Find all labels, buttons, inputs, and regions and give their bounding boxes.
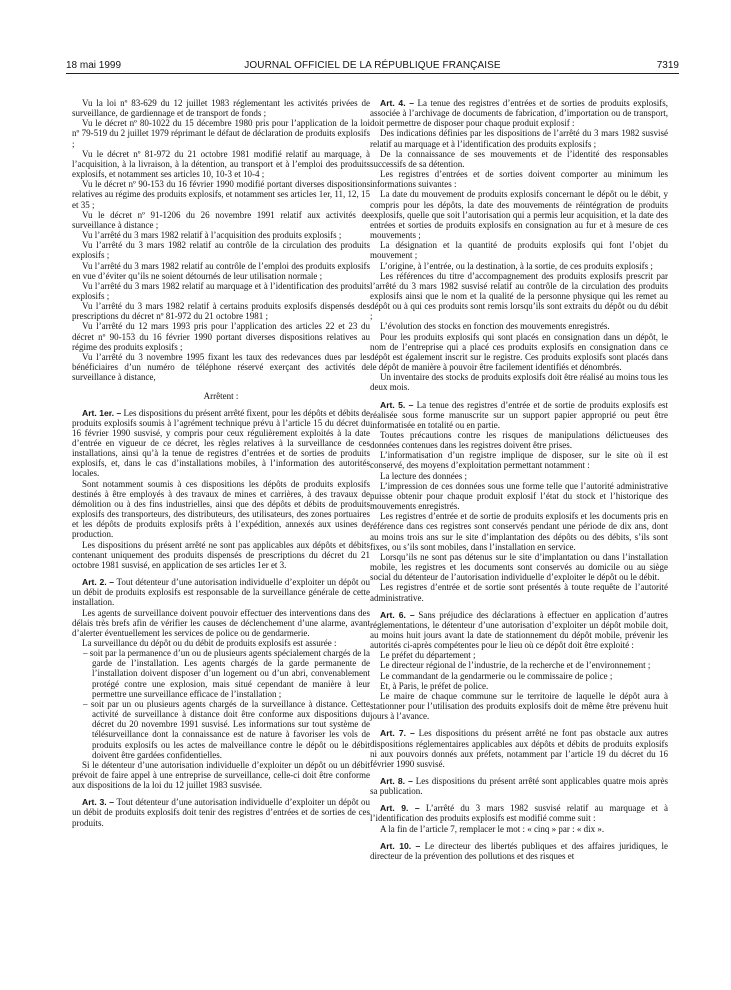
article-10-text: Le directeur des libertés publiques et des affaires juridiques, le directeur de la prévention des pollutions et des risques et (370, 840, 668, 861)
article-paragraph: Un inventaire des stocks de produits explosifs doit être réalisé au moins tous les deux mois. (370, 372, 668, 393)
article-paragraph: Les registres d’entrées et de sorties doivent comporter au minimum les informations suivantes : (370, 169, 668, 190)
visa-paragraph: Vu l’arrêté du 3 mars 1982 relatif au marquage et à l’identification des produits explosifs ; (72, 280, 370, 301)
article-6-text: Sans préjudice des déclarations à effectuer en application d’autres réglementations, le détenteur d’une autorisation d’exploiter un dépôt mobile doit, au moins huit jours avant la date de stationnement du dépôt mobile, prévenir les autorités ci-après compétentes pour le lieu où ce dépôt doit être exploité : (370, 609, 669, 651)
article-paragraph: La lecture des données ; (380, 470, 467, 481)
visa-paragraph: Vu le décret nº 80-1022 du 15 décembre 1980 pris pour l’application de la loi nº 79-519 du 2 juillet 1979 réprimant le défaut de déclaration de produits explosifs ; (72, 118, 370, 149)
article-8-text: Les dispositions du présent arrêté sont applicables quatre mois après sa publication. (370, 776, 669, 797)
article-paragraph: Des indications définies par les dispositions de l’arrêté du 3 mars 1982 susvisé relatif au marquage et à l’identification des produits explosifs ; (370, 128, 668, 149)
article-paragraph: De la connaissance de ses mouvements et de l’identité des responsables successifs de sa détention. (370, 148, 668, 169)
article-2-dash-1: – soit par la permanence d’un ou de plusieurs agents spécialement chargés de la garde de l’installation. Les agents chargés de la garde permanente de l’installation doivent disposer d’un logement ou d’un abri, convenablement protégé contre une explosion, mais situé cependant de manière à leur permettre une surveillance efficace de l’installation ; (83, 648, 370, 699)
header-date: 18 mai 1999 (66, 60, 122, 71)
article-2-dash-2: – soit par un ou plusieurs agents chargés de la surveillance à distance. Cette activité de surveillance à distance doit être conforme aux dispositions du décret du 20 novembre 1991 susvisé. Les informations sur tout système de télésurveillance dont la connaissance est de nature à favoriser les vols de produits explosifs ou les actes de malveillance contre le dépôt ou le débit doivent être gardées confidentielles. (83, 698, 370, 760)
article-5-paragraphs (370, 430, 668, 603)
article-10-label: Art. 10. – (380, 840, 421, 851)
visa-paragraph: Vu l’arrêté du 3 mars 1982 relatif à l’acquisition des produits explosifs ; (82, 230, 342, 241)
article-2-label: Art. 2. – (82, 577, 115, 588)
article-9-label: Art. 9. – (380, 803, 420, 814)
article-4-text: La tenue des registres d’entrées et de sorties de produits explosifs, associée à l’archivage de documents de fabrication, d’importation ou de transport, doit permettre de disposer pour chaque produit explosif : (370, 98, 668, 129)
article-paragraph: Lorsqu’ils ne sont pas détenus sur le site d’implantation ou dans l’installation mobile, les registres et les documents sont conservés au domicile ou au siège social du détenteur de l’autorisation individuelle d’exploiter le dépôt ou le débit. (370, 551, 668, 583)
article-1-text: Les dispositions du présent arrêté fixent, pour les dépôts et débits de produits explosifs soumis à l’agrément technique prévu à l’article 15 du décret du 16 février 1990 susvisé, y compris pour ceux régulièrement exploités à la date d’entrée en vigueur de ce décret, les règles relatives à la surveillance de ces installations, ainsi qu’à la tenue de registres d’entrées et de sorties de produits explosifs, et, dans le cas d’installations mobiles, à l’information des autorités locales. (72, 407, 370, 479)
article-paragraph: Et, à Paris, le préfet de police. (380, 680, 489, 691)
article-5 (370, 400, 668, 430)
right-column (370, 98, 668, 861)
article-4 (370, 98, 668, 128)
article-3-label: Art. 3. – (82, 797, 115, 808)
article-6-paragraphs (370, 650, 668, 721)
article-2-para-2: Les agents de surveillance doivent pouvoir effectuer des interventions dans des délais très brefs afin de vérifier les causes de déclenchement d’une alarme, avant d’alerter éventuellement les services de police ou de gendarmerie. (72, 607, 370, 638)
article-6-label: Art. 6. – (380, 609, 415, 620)
article-1-para-2: Sont notamment soumis à ces dispositions les dépôts de produits explosifs destinés à être employés à des travaux de mines et carrières, à des travaux de démolition ou à des fins industrielles, ainsi que des dépôts et débits de produits explosifs des transporteurs, des distributeurs, des utilisateurs, des zones portuaires et les dépôts de produits explosifs prêts à l’expédition, annexés aux usines de production. (72, 478, 370, 540)
article-1-para-3: Les dispositions du présent arrêté ne sont pas applicables aux dépôts et débits contenant uniquement des produits dispensés de prescriptions du décret du 21 octobre 1981 susvisé, en application de ses articles 1er et 3. (72, 539, 370, 570)
article-2-para-4: Si le détenteur d’une autorisation individuelle d’exploiter un dépôt ou un débit prévoit de faire appel à une entreprise de surveillance, celle-ci doit être conforme aux dispositions de la loi du 12 juillet 1983 susvisée. (72, 759, 370, 791)
visas-list (72, 98, 370, 382)
article-9-para-2: A la fin de l’article 7, remplacer le mot : « cinq » par : « dix ». (380, 823, 605, 834)
article-5-text: La tenue des registres d’entrée et de sortie de produits explosifs est réalisée sous forme manuscrite sur un support papier approprié ou peut être informatisée en totalité ou en partie. (370, 399, 668, 430)
visa-paragraph: Vu le décret nº 91-1206 du 26 novembre 1991 relatif aux activités de surveillance à distance ; (72, 209, 370, 230)
visa-paragraph: Vu l’arrêté du 3 mars 1982 relatif au contrôle de l’emploi des produits explosifs en vue d’éviter qu’ils ne soient détournés de leur utilisation normale ; (72, 260, 370, 281)
article-5-label: Art. 5. – (380, 399, 414, 410)
article-paragraph: Le maire de chaque commune sur le territoire de laquelle le dépôt aura à stationner pour l’utilisation des produits explosifs doit de même être prévenu huit jours à l’avance. (370, 690, 668, 722)
article-4-paragraphs (370, 128, 668, 392)
article-paragraph: L’évolution des stocks en fonction des mouvements enregistrés. (380, 321, 610, 332)
article-paragraph: Les registres d’entrée et de sortie de produits explosifs et les documents pris en référence dans ces registres sont conservés pendant une période de dix ans, dont au moins trois ans sur le site d’implantation des dépôts ou des débits, s’ils sont fixes, ou s’ils sont mobiles, dans l’installation en service. (370, 511, 668, 552)
page-number: 7319 (656, 60, 679, 71)
article-1 (72, 408, 370, 479)
article-7-label: Art. 7. – (380, 728, 415, 739)
article-8-label: Art. 8. – (380, 776, 413, 786)
article-paragraph: La désignation et la quantité de produits explosifs qui font l’objet du mouvement ; (370, 240, 668, 261)
article-paragraph: La date du mouvement de produits explosifs concernant le dépôt ou le débit, y compris pour les dépôts, la date des mouvements de réintégration de produits explosifs, quelle que soit l’autorisation qui a permis leur acquisition, et la date des entrées et sorties de produits explosifs en consignation au fur et à mesure de ces mouvements ; (370, 189, 668, 241)
article-6 (370, 610, 668, 651)
article-3-text: Tout détenteur d’une autorisation individuelle d’exploiter un dépôt ou un débit de produits explosifs doit tenir des registres d’entrées et de sorties de ces produits. (72, 797, 370, 828)
article-paragraph: Toutes précautions contre les risques de manipulations délictueuses des données contenues dans les registres doivent être prises. (370, 430, 668, 451)
journal-title: JOURNAL OFFICIEL DE LA RÉPUBLIQUE FRANÇAISE (244, 60, 501, 71)
article-9-text: L’arrêté du 3 mars 1982 susvisé relatif au marquage et à l’identification des produits explosifs est modifié comme suit : (370, 803, 668, 824)
article-9 (370, 803, 668, 823)
article-2-para-3: La surveillance du dépôt ou du débit de produits explosifs est assurée : (82, 637, 337, 648)
article-4-label: Art. 4. – (380, 98, 414, 108)
article-2-text: Tout détenteur d’une autorisation individuelle d’exploiter un dépôt ou un débit de produits explosifs est responsable de la surveillance générale de cette installation. (72, 577, 370, 608)
header-rule (66, 73, 679, 74)
article-7-text: Les dispositions du présent arrêté ne font pas obstacle aux autres dispositions réglementaires applicables aux dépôts et débits de produits explosifs ni aux pouvoirs donnés aux préfets, notamment par l’article 19 du décret du 16 février 1990 susvisé. (370, 728, 668, 769)
article-paragraph: Le directeur régional de l’industrie, de la recherche et de l’environnement ; (380, 660, 651, 671)
article-10 (370, 841, 668, 861)
article-8 (370, 776, 668, 796)
left-column (72, 98, 370, 828)
visa-paragraph: Vu l’arrêté du 12 mars 1993 pris pour l’application des articles 22 et 23 du décret nº 90-153 du 16 février 1990 portant diverses dispositions relatives au régime des produits explosifs ; (72, 321, 370, 352)
article-paragraph: L’origine, à l’entrée, ou la destination, à la sortie, de ces produits explosifs ; (380, 260, 653, 271)
visa-paragraph: Vu l’arrêté du 3 mars 1982 relatif au contrôle de la circulation des produits explosifs ; (72, 240, 370, 261)
article-1-label: Art. 1er. – (82, 407, 122, 418)
visa-paragraph: Vu le décret nº 90-153 du 16 février 1990 modifié portant diverses dispositions relatives au régime des produits explosifs, et notamment ses articles 1er, 11, 12, 15 et 35 ; (72, 179, 370, 210)
article-paragraph: Pour les produits explosifs qui sont placés en consignation dans un dépôt, le nom de l’entreprise qui a placé ces produits explosifs en consignation dans ce dépôt est également inscrit sur le registre. Ces produits explosifs sont placés dans le dépôt de manière à pouvoir être facilement identifiés et dénombrés. (370, 331, 668, 373)
article-paragraph: Les registres d’entrée et de sortie sont présentés à toute requête de l’autorité administrative. (370, 582, 668, 603)
visa-paragraph: Vu la loi nº 83-629 du 12 juillet 1983 réglementant les activités privées de surveillance, de gardiennage et de transport de fonds ; (72, 98, 370, 119)
article-3 (72, 797, 370, 827)
article-7 (370, 728, 668, 769)
visa-paragraph: Vu le décret nº 81-972 du 21 octobre 1981 modifié relatif au marquage, à l’acquisition, à la livraison, à la détention, au transport et à l’emploi des produits explosifs, et notamment ses articles 10, 10-3 et 10-4 ; (72, 148, 370, 180)
article-paragraph: Les références du titre d’accompagnement des produits explosifs prescrit par l’arrêté du 3 mars 1982 susvisé relatif au contrôle de la circulation des produits explosifs ainsi que le nom et la qualité de la personne physique qui les remet au dépôt ou à qui ces produits sont remis lorsqu’ils sont extraits du dépôt ou du débit ; (370, 270, 668, 322)
article-2 (72, 577, 370, 607)
article-paragraph: Le commandant de la gendarmerie ou le commissaire de police ; (380, 670, 613, 681)
article-paragraph: Le préfet du département ; (380, 650, 476, 661)
visa-paragraph: Vu l’arrêté du 3 novembre 1995 fixant les taux des redevances dues par les bénéficiaires d’un numéro de téléphone réservé exerçant des activités de surveillance à distance, (72, 351, 370, 383)
page-header (66, 60, 679, 74)
article-paragraph: L’impression de ces données sous une forme telle que l’autorité administrative puisse obtenir pour chaque produit explosif l’état du stock et l’historique des mouvements enregistrés. (370, 480, 668, 512)
arretent-heading: Arrêtent : (203, 391, 239, 402)
visa-paragraph: Vu l’arrêté du 3 mars 1982 relatif à certains produits explosifs dispensés des prescriptions du décret nº 81-972 du 21 octobre 1981 ; (72, 301, 370, 322)
article-paragraph: L’informatisation d’un registre implique de disposer, sur le site où il est conservé, des moyens d’exploitation permettant notamment : (370, 450, 668, 471)
